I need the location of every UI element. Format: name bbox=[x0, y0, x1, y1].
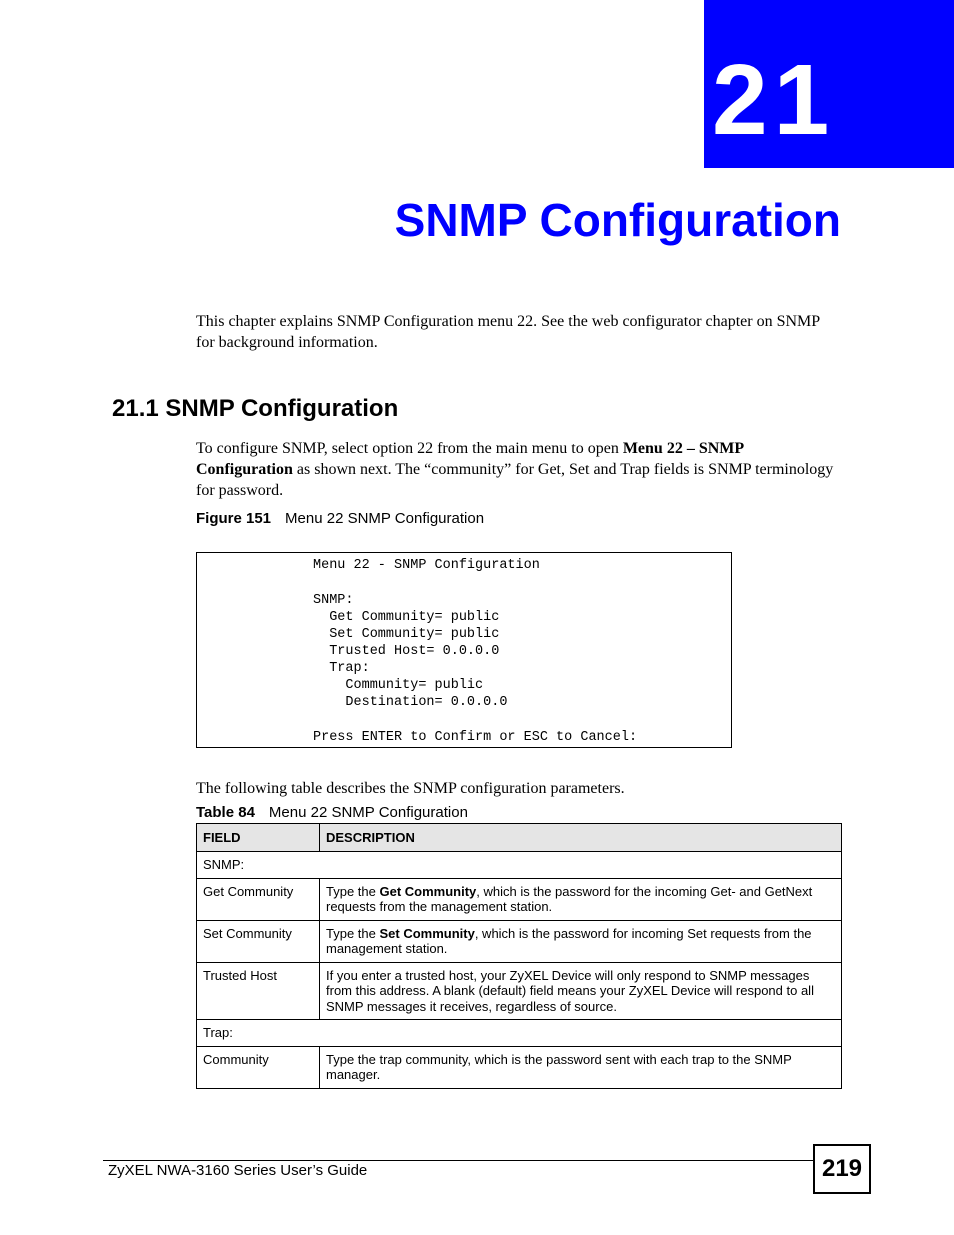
field-cell: Get Community bbox=[197, 878, 320, 920]
terminal-line-snmp: SNMP: bbox=[313, 593, 354, 608]
footer-guide-title: ZyXEL NWA-3160 Series User’s Guide bbox=[108, 1162, 368, 1179]
section-paragraph-part2: as shown next. The “community” for Get, Set and Trap fields is SNMP terminology for password. bbox=[196, 461, 834, 499]
table-intro-paragraph: The following table describes the SNMP configuration parameters. bbox=[196, 780, 625, 797]
table-row bbox=[197, 962, 842, 1020]
chapter-number: 21 bbox=[712, 44, 836, 156]
table-caption bbox=[196, 803, 468, 823]
table-section-row bbox=[197, 852, 842, 879]
intro-paragraph: This chapter explains SNMP Configuration menu 22. See the web configurator chapter on SNMP for background information. bbox=[196, 313, 820, 351]
description-cell: Type the trap community, which is the password sent with each trap to the SNMP manager. bbox=[320, 1046, 842, 1088]
header-field: FIELD bbox=[197, 824, 320, 852]
field-cell: Community bbox=[197, 1046, 320, 1088]
section-heading: 21.1 SNMP Configuration bbox=[112, 395, 399, 422]
header-description: DESCRIPTION bbox=[320, 824, 842, 852]
figure-caption bbox=[196, 509, 484, 529]
table-row bbox=[197, 920, 842, 962]
description-bold: Get Community bbox=[379, 883, 477, 899]
terminal-screen bbox=[196, 552, 732, 748]
figure-label: Figure 151 bbox=[196, 510, 272, 527]
table-row bbox=[197, 1046, 842, 1088]
terminal-line-get-community: Get Community= public bbox=[313, 610, 500, 625]
terminal-line-trusted-host: Trusted Host= 0.0.0.0 bbox=[313, 644, 500, 659]
section-paragraph bbox=[196, 438, 836, 501]
description-cell bbox=[320, 920, 842, 962]
parameters-table bbox=[196, 823, 842, 1089]
description-text: Type the bbox=[326, 925, 380, 941]
terminal-line-prompt: Press ENTER to Confirm or ESC to Cancel: bbox=[313, 730, 638, 745]
figure-caption-text: Menu 22 SNMP Configuration bbox=[285, 510, 485, 527]
terminal-line-trap-destination: Destination= 0.0.0.0 bbox=[313, 695, 508, 710]
terminal-line-menu-title: Menu 22 - SNMP Configuration bbox=[313, 558, 540, 573]
terminal-line-trap: Trap: bbox=[313, 661, 370, 676]
description-text: , which is the password for the incoming Get- and GetNext requests from the management station. bbox=[326, 883, 813, 914]
description-cell bbox=[320, 878, 842, 920]
table-row bbox=[197, 878, 842, 920]
table-caption-text: Menu 22 SNMP Configuration bbox=[268, 804, 468, 821]
table-header-row bbox=[197, 824, 842, 852]
table-section-row bbox=[197, 1020, 842, 1047]
section-paragraph-part1: To configure SNMP, select option 22 from the main menu to open bbox=[196, 440, 623, 457]
section-trap: Trap: bbox=[197, 1020, 842, 1047]
table-label: Table 84 bbox=[196, 804, 255, 821]
terminal-line-set-community: Set Community= public bbox=[313, 627, 500, 642]
page-number: 219 bbox=[813, 1144, 871, 1194]
description-cell: If you enter a trusted host, your ZyXEL Device will only respond to SNMP messages from this address. A blank (default) field means your ZyXEL Device will respond to all SNMP messages it receives, regardless of source. bbox=[320, 962, 842, 1020]
terminal-line-trap-community: Community= public bbox=[313, 678, 484, 693]
field-cell: Trusted Host bbox=[197, 962, 320, 1020]
description-text: Type the bbox=[326, 883, 380, 899]
field-cell: Set Community bbox=[197, 920, 320, 962]
section-paragraph-menu-ref: Menu 22 – SNMP Configuration bbox=[196, 440, 744, 478]
description-bold: Set Community bbox=[379, 925, 475, 941]
chapter-title: SNMP Configuration bbox=[394, 194, 841, 246]
description-text: , which is the password for incoming Set requests from the management station. bbox=[326, 925, 812, 956]
section-snmp: SNMP: bbox=[197, 852, 842, 879]
